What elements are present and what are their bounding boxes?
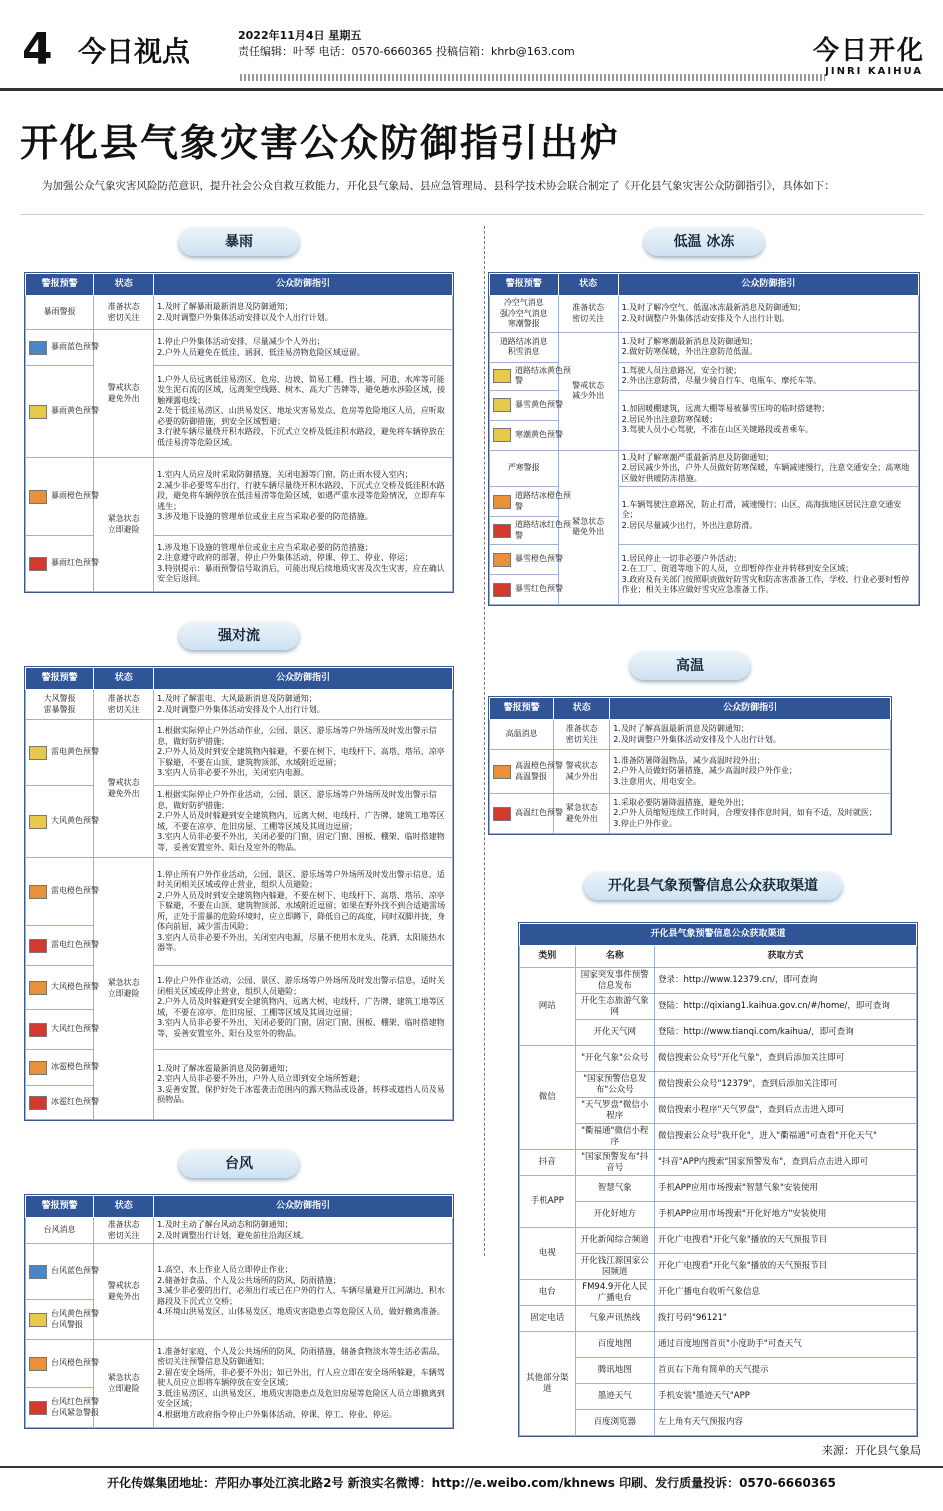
- warning-level-label: 台风消息: [43, 1224, 76, 1234]
- channel-method: 通过百度地图首页"小度助手"可查天气: [654, 1332, 916, 1358]
- warning-sign-icon: [493, 428, 511, 442]
- warning-level: [26, 330, 99, 366]
- alert-state: 准备状态 密切关注: [94, 1218, 154, 1244]
- defense-guide: 1.及时了解雷电、大风最新消息及防御通知； 2.及时调整户外集体活动安排及个人出行计划。: [154, 690, 453, 720]
- warning-level-label: 大风警报 雷暴警报: [43, 694, 76, 714]
- channel-method: 拨打号码"96121": [654, 1306, 916, 1332]
- warning-level: [26, 536, 99, 592]
- channel-row: [520, 1280, 917, 1306]
- channel-category: 电视: [520, 1228, 576, 1280]
- channel-name: 开化生态旅游气象网: [575, 994, 654, 1020]
- column-header-guide: 公众防御指引: [618, 274, 918, 296]
- warning-sign-icon: [29, 405, 47, 419]
- warning-level: [26, 458, 99, 536]
- channels-col-header: 类别: [520, 946, 576, 968]
- defense-guide: 1.车辆驾驶注意路况，防止打滑，减速慢行；山区、高海拔地区居民注意交通安全； 2.居民尽量减少出行，外出注意防滑。: [618, 487, 918, 545]
- warning-sign-icon: [493, 765, 511, 779]
- channel-row: [520, 1150, 917, 1176]
- table-row: [26, 330, 453, 366]
- channel-row: [520, 1098, 917, 1124]
- intro-divider: [20, 214, 924, 215]
- warning-level-label: 道路结冰消息 积雪消息: [499, 336, 548, 356]
- warning-level: [490, 390, 563, 420]
- warning-sign-icon: [493, 495, 511, 509]
- warning-level: [490, 517, 571, 545]
- alert-state: 紧急状态 立即避险: [94, 458, 154, 592]
- warning-sign-icon: [29, 1023, 47, 1037]
- table-row: [26, 536, 453, 592]
- typhoon-section-pill: 台风: [179, 1150, 299, 1178]
- warning-sign-icon: [29, 490, 47, 504]
- warning-sign-icon: [29, 815, 47, 829]
- defense-guide: 1.停止户外作业活动，公园、景区、游乐场等户外场所及时发出警示信息，适时关闭相关区域或停止营业，组织人员避险； 2.户外人员及时躲避到安全建筑物内，远离大树、电线杆、广告牌、建筑工地等区域，不要在凉亭、危旧房屋、工棚等区域及其周边逗留； 3.室内人员非必要不外出，关闭必要的门窗，固定门窗、围板、棚架、临时搭建物等，妥善安置室外、阳台及室外的物品。: [154, 966, 453, 1050]
- alert-state: 准备状态 密切关注: [94, 296, 154, 330]
- column-header-level: 警报预警: [26, 1196, 94, 1218]
- warning-level-label: 暴雨蓝色预警: [51, 342, 99, 352]
- table-row: [490, 487, 919, 517]
- warning-level: [490, 487, 571, 517]
- channel-row: [520, 1254, 917, 1280]
- warning-sign-icon: [29, 557, 47, 571]
- table-row: [490, 296, 919, 333]
- section-title: 今日视点: [78, 35, 191, 68]
- channel-name: 开化天气网: [575, 1020, 654, 1046]
- heat-section-pill: 高温: [630, 652, 750, 680]
- table-row: [26, 296, 453, 330]
- channel-method: 微信搜索小程序"天气罗盘"，查到后点击进入即可: [654, 1098, 916, 1124]
- warning-level-label: 高温消息: [505, 728, 538, 738]
- table-row: [490, 332, 919, 362]
- defense-guide: 1.加固暖棚建筑，远离大棚等易被暴雪压垮的临时搭建物； 2.居民外出注意防寒保暖； 3.驾驶人员小心驾驶，不准在山区关键路段或者乘车。: [618, 390, 918, 450]
- alert-state: 警戒状态 减少外出: [558, 332, 618, 450]
- warning-level: [26, 296, 94, 330]
- cold-section-pill: 低温 冰冻: [644, 228, 764, 256]
- channels-col-header: 名称: [575, 946, 654, 968]
- table-row: [490, 794, 891, 834]
- warning-level-label: 雷电黄色预警: [51, 747, 99, 757]
- defense-guide: 1.户外人员远离低洼易涝区、危房、边坡、简易工棚、挡土墙、河道、水库等可能发生泥石流的区域，远离架空线路、树木、高大广告牌等，避免趟水涉险区域，接触裸露电线； 2.处于低洼易涝区、山洪易发区、地址灾害易发点、危房等危险地区人员，应听取必要的防御措施，到安全区域暂避； 3.行驶车辆尽量绕开积水路段、下沉式立交桥及低洼积水路段，避免将车辆停放在低洼易涝等危险区域。: [154, 366, 453, 458]
- table-row: [490, 362, 919, 390]
- warning-sign-icon: [493, 524, 511, 538]
- warning-sign-icon: [29, 1313, 47, 1327]
- warning-sign-icon: [29, 1096, 47, 1110]
- channels-table: [518, 922, 918, 1437]
- table-row: [490, 750, 891, 794]
- warning-sign-icon: [29, 939, 47, 953]
- defense-guide: 1.根据实际停止户外活动作业，公园、景区、游乐场等户外场所及时发出警示信息，做好防护措施； 2.户外人员及时到安全建筑物内躲避，不要在树下、电线杆下、高塔、塔吊、凉亭下躲避，不要在山顶、建筑物顶部、水域附近逗留； 3.室内人员非必要不外出，关闭室内电源。: [154, 720, 453, 786]
- warning-level-label: 高温橙色预警 高温警报: [515, 761, 563, 781]
- column-divider: [484, 226, 485, 1256]
- column-header-level: 警报预警: [26, 274, 94, 296]
- channel-method: 首页右下角有简单的天气提示: [654, 1358, 916, 1384]
- column-header-guide: 公众防御指引: [154, 274, 453, 296]
- channel-name: 开化新闻综合频道: [575, 1228, 654, 1254]
- channel-category: 网站: [520, 968, 576, 1046]
- warning-level-label: 道路结冰黄色预警: [515, 365, 571, 385]
- warning-level-label: 暴雪橙色预警: [515, 554, 563, 564]
- footer: 开化传媒集团地址：芹阳办事处江滨北路2号 新浪实名微博：http://e.weibo.com/khnews 印刷、发行质量投诉：0570-6660365: [107, 1476, 836, 1490]
- channel-row: [520, 1176, 917, 1202]
- warning-level-label: 台风橙色预警: [51, 1358, 99, 1368]
- channel-row: [520, 968, 917, 994]
- channel-name: 腾讯地图: [575, 1358, 654, 1384]
- defense-guide: 1.停止所有户外作业活动，公园、景区、游乐场等户外场所及时发出警示信息，适时关闭相关区域或停止营业，组织人员避险； 2.户外人员及时到安全建筑物内躲避，不要在树下、电线杆下、高塔、塔吊、凉亭下躲避，不要在山顶、建筑物顶部、水域附近逗留；如果在野外找不到合适避雷场所，正处于雷暴的危险环境时，应立即蹲下，降低自己的高度，同时双脚并拢，身体向前屈，减少雷击风险； 3.室内人员非必要不外出，关闭室内电源，尽量不使用水龙头、花洒、太阳能热水器等。: [154, 858, 453, 966]
- warning-level: [490, 332, 559, 362]
- channel-method: 左上角有天气预报内容: [654, 1410, 916, 1436]
- channel-row: [520, 1358, 917, 1384]
- channel-name: "开化气象"公众号: [575, 1046, 654, 1072]
- alert-state: 准备状态 密切关注: [554, 720, 610, 750]
- alert-state: 准备状态 密切关注: [558, 296, 618, 333]
- alert-state: 警戒状态 避免外出: [94, 330, 154, 458]
- channel-category: 微信: [520, 1046, 576, 1150]
- channel-name: "天气罗盘"微信小程序: [575, 1098, 654, 1124]
- table-row: [26, 966, 453, 1010]
- defense-guide: 1.及时了解寒潮最新消息及防御通知； 2.做好防寒保暖，外出注意防范低温。: [618, 332, 918, 362]
- channel-row: [520, 1410, 917, 1436]
- defense-guide: 1.根据实际停止户外作业活动，公园、景区、游乐场等户外场所及时发出警示信息，做好防护措施； 2.户外人员及时躲避到安全建筑物内，远离大树、电线杆、广告牌、建筑工地等区域，不要在凉亭、危旧房屋、工棚等区域及其周边逗留； 3.室内人员非必要不外出，关闭必要的门窗，固定门窗、围板、棚架、临时搭建物等，妥善安置室外、阳台及室外的物品。: [154, 786, 453, 858]
- warning-level-label: 雷电红色预警: [51, 940, 99, 950]
- channel-name: "衢福通"微信小程序: [575, 1124, 654, 1150]
- channel-name: 开化钱江源国家公园频道: [575, 1254, 654, 1280]
- warning-level: [26, 1010, 99, 1050]
- table-row: [26, 720, 453, 786]
- warning-level-label: 冰雹红色预警: [51, 1097, 99, 1107]
- warning-level: [490, 720, 554, 750]
- defense-guide: 1.及时主动了解台风动态和防御通知； 2.及时调整出行计划，避免前往沿海区域。: [154, 1218, 453, 1244]
- defense-guide: 1.准备防暑降温物品，减少高温时段外出； 2.户外人员做好防暑措施，减少高温时段户外作业； 3.注意用火、用电安全。: [610, 750, 891, 794]
- warning-level: [26, 720, 99, 786]
- footer-rule: [0, 1466, 943, 1468]
- warning-sign-icon: [493, 807, 511, 821]
- column-header-state: 状态: [558, 274, 618, 296]
- channel-method: 登录：http://www.12379.cn/，即可查询: [654, 968, 916, 994]
- channel-method: 微信搜索公众号"我开化"，进入"衢福通"可查看"开化天气": [654, 1124, 916, 1150]
- warning-level: [490, 545, 563, 575]
- warning-sign-icon: [493, 369, 511, 383]
- channel-name: 开化好地方: [575, 1202, 654, 1228]
- channel-method: 微信搜索公众号"12379"，查到后添加关注即可: [654, 1072, 916, 1098]
- warning-level-label: 道路结冰红色预警: [515, 520, 571, 540]
- channel-category: 手机APP: [520, 1176, 576, 1228]
- defense-guide: 1.停止户外集体活动安排，尽量减少个人外出； 2.户外人员避免在低洼、涵洞、低洼易涝物危险区域逗留。: [154, 330, 453, 366]
- warning-level-label: 大风橙色预警: [51, 982, 99, 992]
- defense-guide: 1.高空、水上作业人员立即停止作业； 2.储备好食品、个人及公共场所的防风、防雨措施； 3.减少非必要的出行，必须出行或已在户外的行人、车辆尽量避开江河湖边、积水路段及下沉式立交桥； 4.环境山洪易发区、山体易发区、地质灾害隐患点等危险区人员，做好撤离准备。: [154, 1244, 453, 1340]
- table-row: [490, 545, 919, 575]
- editor-info: 责任编辑：叶琴 电话：0570-6660365 投稿信箱：khrb@163.com: [238, 45, 575, 58]
- warning-level-label: 暴雨黄色预警: [51, 406, 99, 416]
- defense-guide: 1.采取必要防暑降温措施，避免外出； 2.户外人员缩短连续工作时间，合理安排作息时间，如有不适，及时就医； 3.停止户外作业。: [610, 794, 891, 834]
- rainstorm-section-pill: 暴雨: [179, 228, 299, 256]
- channel-row: [520, 1072, 917, 1098]
- channel-method: 手机APP应用市场搜索"智慧气象"安装使用: [654, 1176, 916, 1202]
- column-header-guide: 公众防御指引: [154, 1196, 453, 1218]
- convection-section-pill: 强对流: [179, 622, 299, 650]
- alert-state: 警戒状态 避免外出: [94, 1244, 154, 1340]
- warning-sign-icon: [493, 583, 511, 597]
- channels-table-title: 开化县气象预警信息公众获取渠道: [520, 924, 917, 946]
- convection-table: [24, 666, 454, 1121]
- warning-level: [26, 1218, 94, 1244]
- warning-level-label: 暴雪红色预警: [515, 584, 563, 594]
- channel-method: 开化广播电台收听气象信息: [654, 1280, 916, 1306]
- channel-method: 微信搜索公众号"开化气象"，查到后添加关注即可: [654, 1046, 916, 1072]
- defense-guide: 1.室内人员应及时采取防御措施，关闭电源等门窗，防止雨水侵入室内； 2.减少非必要驾车出行，行驶车辆尽量绕开积水路段、下沉式立交桥及低洼积水路段，避免将车辆停放在低洼易涝等危险区域，如遇严重水浸等危险情况，立即弃车逃生； 3.涉及地下设施的管理单位或业主应当采取必要的防范措施。: [154, 458, 453, 536]
- channels-section-pill: 开化县气象预警信息公众获取渠道: [584, 872, 842, 900]
- channel-name: 智慧气象: [575, 1176, 654, 1202]
- defense-guide: 1.驾驶人员注意路况，安全行驶； 2.外出注意防滑，尽量少骑自行车、电瓶车、摩托车等。: [618, 362, 918, 390]
- channel-row: [520, 1124, 917, 1150]
- defense-guide: 1.涉及地下设施的管理单位或业主应当采取必要的防范措施； 2.注意遵守政府的部署，停止户外集体活动，停课、停工、停业、停运； 3.特别提示：暴雨预警信号取消后，可能出现后续地质灾害及次生灾害，应在确认安全后返回。: [154, 536, 453, 592]
- channel-name: 百度浏览器: [575, 1410, 654, 1436]
- channel-row: [520, 1228, 917, 1254]
- warning-level-label: 冷空气消息 强冷空气消息 寒潮警报: [499, 298, 548, 328]
- warning-level: [26, 786, 99, 858]
- table-row: [490, 390, 919, 420]
- warning-level: [26, 366, 99, 458]
- channel-name: FM94.9开化人民广播电台: [575, 1280, 654, 1306]
- warning-level: [26, 1050, 99, 1086]
- channel-method: 开化广电搜看"开化气象"播放的天气预报节目: [654, 1228, 916, 1254]
- channel-method: 登陆：http://qixiang1.kaihua.gov.cn/#/home/，即可查询: [654, 994, 916, 1020]
- channel-row: [520, 994, 917, 1020]
- warning-level-label: 台风黄色预警 台风警报: [51, 1309, 99, 1329]
- channel-row: [520, 1020, 917, 1046]
- table-row: [26, 366, 453, 458]
- channel-method: 登陆：http://www.tianqi.com/kaihua/，即可查询: [654, 1020, 916, 1046]
- channel-category: 电台: [520, 1280, 576, 1306]
- warning-level-label: 暴雨红色预警: [51, 558, 99, 568]
- warning-level-label: 大风黄色预警: [51, 816, 99, 826]
- warning-level: [490, 794, 563, 834]
- channel-method: 开化广电搜看"开化气象"播放的天气预报节目: [654, 1254, 916, 1280]
- column-header-guide: 公众防御指引: [610, 698, 891, 720]
- warning-level-label: 严寒警报: [507, 462, 540, 472]
- warning-level-label: 台风蓝色预警: [51, 1266, 99, 1276]
- table-row: [26, 786, 453, 858]
- channel-row: [520, 1332, 917, 1358]
- warning-level: [490, 450, 559, 487]
- table-row: [26, 690, 453, 720]
- warning-sign-icon: [29, 746, 47, 760]
- defense-guide: 1.及时了解暴雨最新消息及防御通知； 2.及时调整户外集体活动安排以及个人出行计划。: [154, 296, 453, 330]
- alert-state: 紧急状态 立即避险: [94, 858, 154, 1120]
- channel-row: [520, 1202, 917, 1228]
- channel-method: 手机APP应用市场搜索"开化好地方"安装使用: [654, 1202, 916, 1228]
- channel-name: 墨迹天气: [575, 1384, 654, 1410]
- defense-guide: 1.及时了解冰雹最新消息及防御通知； 2.室内人员非必要不外出，户外人员立即到安全场所暂避； 3.妥善安置、保护好处于冰雹袭击范围内的露天物品或设备，转移或遮挡人员及易损物品。: [154, 1050, 453, 1120]
- warning-level-label: 冰雹橙色预警: [51, 1062, 99, 1072]
- rainstorm-table: [24, 272, 454, 593]
- defense-guide: 1.居民停止一切非必要户外活动； 2.在工厂、街道等地下的人员，立即暂停作业并转移到安全区域； 3.政府及有关部门按照职责做好防雪灾和防冻害准备工作，学校、行业必要时暂停作业；相关主体应做好雪灾应急准备工作。: [618, 545, 918, 605]
- typhoon-table: [24, 1194, 454, 1429]
- warning-level: [26, 1300, 99, 1340]
- column-header-level: 警报预警: [490, 698, 554, 720]
- channel-name: "国家预警发布"抖音号: [575, 1150, 654, 1176]
- column-header-level: 警报预警: [490, 274, 559, 296]
- warning-level-label: 大风红色预警: [51, 1024, 99, 1034]
- alert-state: 警戒状态 避免外出: [94, 720, 154, 858]
- warning-level-label: 雷电橙色预警: [51, 886, 99, 896]
- channel-name: "国家预警信息发布"公众号: [575, 1072, 654, 1098]
- column-header-state: 状态: [94, 1196, 154, 1218]
- warning-level-label: 台风红色预警 台风紧急警报: [51, 1397, 99, 1417]
- warning-level: [26, 690, 94, 720]
- warning-sign-icon: [29, 1061, 47, 1075]
- table-row: [26, 1050, 453, 1086]
- channel-name: 百度地图: [575, 1332, 654, 1358]
- warning-level-label: 暴雨橙色预警: [51, 491, 99, 501]
- warning-level: [490, 575, 563, 605]
- page-number: 4: [22, 24, 53, 75]
- channel-method: "抖音"APP内搜索"国家预警发布"，查到后点击进入即可: [654, 1150, 916, 1176]
- warning-level: [26, 926, 99, 966]
- warning-level: [490, 750, 563, 794]
- warning-level-label: 寒潮黄色预警: [515, 429, 563, 439]
- channel-name: 国家突发事件预警信息发布: [575, 968, 654, 994]
- column-header-state: 状态: [94, 274, 154, 296]
- alert-state: 警戒状态 减少外出: [554, 750, 610, 794]
- channel-category: 固定电话: [520, 1306, 576, 1332]
- newspaper-logo: 今日开化: [812, 36, 925, 66]
- column-header-guide: 公众防御指引: [154, 668, 453, 690]
- defense-guide: 1.及时了解冷空气、低温冰冻最新消息及防御通知； 2.及时调整户外集体活动安排及个人出行计划。: [618, 296, 918, 333]
- warning-sign-icon: [493, 553, 511, 567]
- newspaper-logo-sub: JINRI KAIHUA: [825, 66, 923, 77]
- heat-table: [488, 696, 892, 835]
- channel-name: 气象声讯热线: [575, 1306, 654, 1332]
- warning-level-label: 道路结冰橙色预警: [515, 491, 571, 511]
- channel-category: 其他部分渠道: [520, 1332, 576, 1436]
- intro-paragraph: 为加强公众气象灾害风险防范意识，提升社会公众自救互救能力，开化县气象局、县应急管理局、县科学技术协会联合制定了《开化县气象灾害公众防御指引》，具体如下：: [42, 180, 835, 192]
- warning-level-label: 暴雨警报: [43, 306, 76, 316]
- defense-guide: 1.及时了解寒潮严重最新消息及防御通知； 2.居民减少外出，户外人员做好防寒保暖，车辆减速慢行，注意交通安全；高寒地区做好供暖防冻措施。: [618, 450, 918, 487]
- alert-state: 紧急状态 避免外出: [558, 450, 618, 605]
- warning-level-label: 高温红色预警: [515, 808, 563, 818]
- table-row: [26, 858, 453, 926]
- warning-level-label: 暴雪黄色预警: [515, 399, 563, 409]
- channels-col-header: 获取方式: [654, 946, 916, 968]
- header-rule: [0, 88, 943, 91]
- alert-state: 紧急状态 立即避险: [94, 1340, 154, 1428]
- channel-row: [520, 1384, 917, 1410]
- table-row: [490, 450, 919, 487]
- table-row: [26, 1218, 453, 1244]
- channel-category: 抖音: [520, 1150, 576, 1176]
- cold-table: [488, 272, 920, 606]
- table-row: [26, 458, 453, 536]
- headline: 开化县气象灾害公众防御指引出炉: [20, 120, 621, 165]
- header-dash-rule: [240, 74, 825, 81]
- issue-date: 2022年11月4日 星期五: [238, 29, 362, 42]
- defense-guide: 1.及时了解高温最新消息及防御通知； 2.及时调整户外集体活动安排及个人出行计划。: [610, 720, 891, 750]
- table-row: [26, 1244, 453, 1300]
- defense-guide: 1.准备好家庭、个人及公共场所的防风、防雨措施，储备食物淡水等生活必需品，密切关注预警信息及防御通知； 2.留在安全场所，非必要不外出；如已外出，行人应立即在安全场所躲避，车辆驾驶人员应立即将车辆停放在安全区域； 3.低洼易涝区、山洪易发区、地质灾害隐患点及危旧房屋等危险区人员立即撤离到安全区域； 4.根据地方政府指令停止户外集体活动，停课、停工、停业、停运。: [154, 1340, 453, 1428]
- warning-sign-icon: [29, 981, 47, 995]
- column-header-state: 状态: [554, 698, 610, 720]
- warning-level: [26, 1388, 99, 1428]
- warning-level: [26, 1340, 99, 1388]
- warning-sign-icon: [29, 1401, 47, 1415]
- source-note: 来源：开化县气象局: [822, 1444, 921, 1457]
- warning-level: [26, 966, 99, 1010]
- table-row: [26, 1340, 453, 1388]
- warning-level: [26, 1244, 99, 1300]
- channel-method: 手机安装"墨迹天气"APP: [654, 1384, 916, 1410]
- warning-level: [26, 858, 99, 926]
- column-header-state: 状态: [94, 668, 154, 690]
- warning-level: [490, 362, 571, 390]
- table-row: [490, 720, 891, 750]
- channel-row: [520, 1306, 917, 1332]
- warning-sign-icon: [29, 341, 47, 355]
- warning-sign-icon: [29, 1357, 47, 1371]
- header-meta: [238, 28, 575, 60]
- warning-level: [26, 1086, 99, 1120]
- warning-sign-icon: [29, 885, 47, 899]
- warning-sign-icon: [29, 1265, 47, 1279]
- warning-level: [490, 420, 563, 450]
- column-header-level: 警报预警: [26, 668, 94, 690]
- warning-sign-icon: [493, 398, 511, 412]
- alert-state: 紧急状态 避免外出: [554, 794, 610, 834]
- warning-level: [490, 296, 559, 333]
- channel-row: [520, 1046, 917, 1072]
- alert-state: 准备状态 密切关注: [94, 690, 154, 720]
